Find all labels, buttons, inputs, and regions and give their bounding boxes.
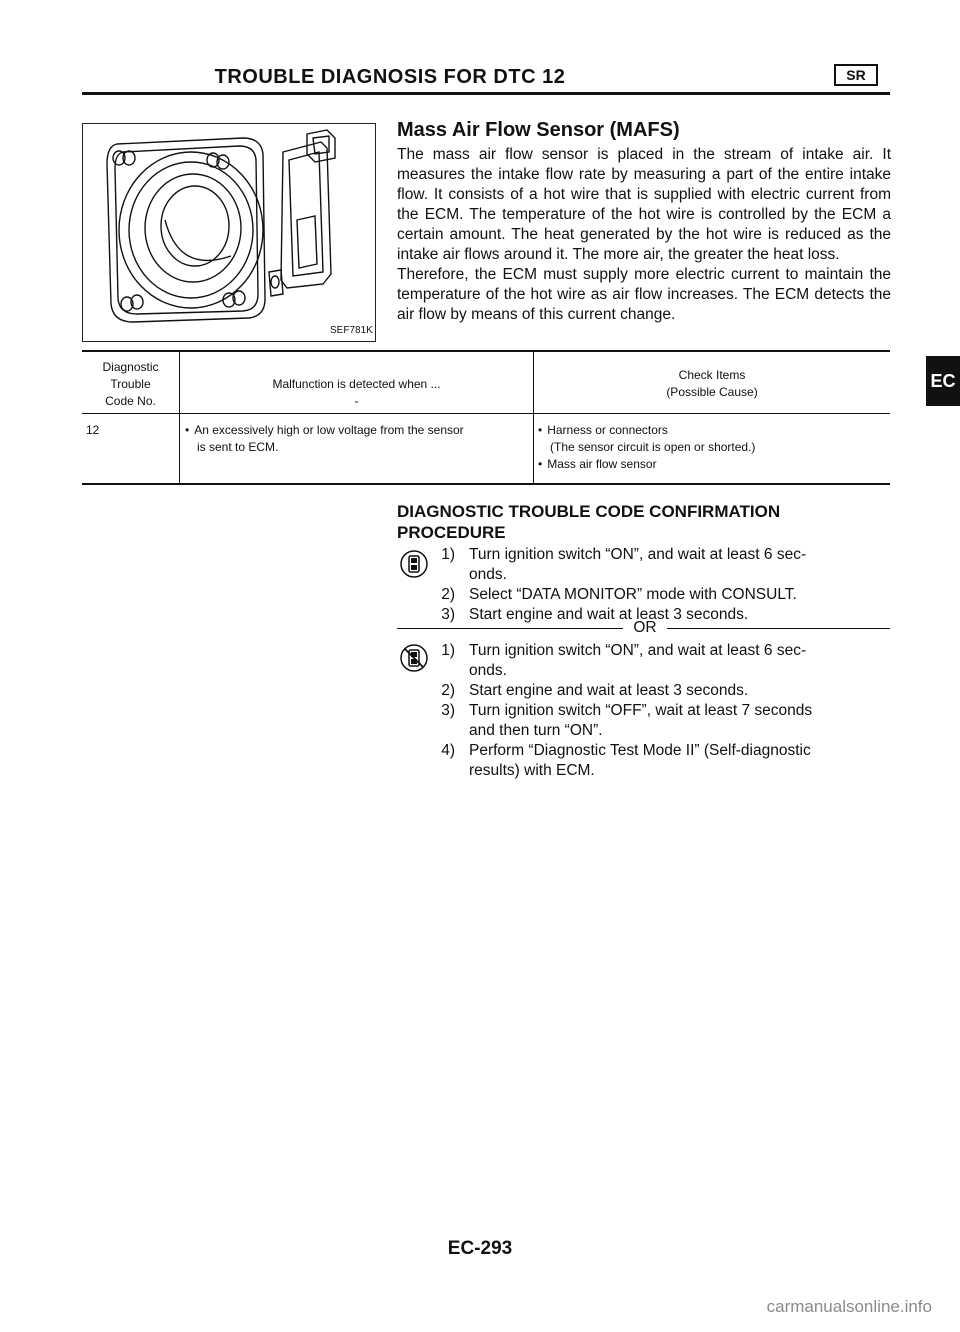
- procedure-title: [397, 501, 780, 543]
- step-text: onds.: [469, 662, 507, 679]
- header-code-no: [82, 359, 179, 410]
- header-malfunction-text: Malfunction is detected when ...: [272, 377, 441, 391]
- step-text: and then turn “ON”.: [469, 722, 603, 739]
- cell-check-items: [538, 422, 886, 473]
- step-number: 2): [441, 586, 455, 603]
- page-title: TROUBLE DIAGNOSIS FOR DTC 12: [214, 66, 566, 88]
- or-rule-left: [397, 628, 623, 629]
- header-malfunction: [180, 376, 533, 410]
- step-number: 2): [441, 682, 455, 699]
- or-rule-right: [667, 628, 890, 629]
- watermark: carmanualsonline.info: [766, 1297, 932, 1316]
- cell-code: 12: [86, 423, 100, 437]
- header-code-line: Code No.: [105, 394, 156, 408]
- header-code-line: Trouble: [110, 377, 151, 391]
- section-title: Mass Air Flow Sensor (MAFS): [397, 119, 680, 141]
- step-text: Turn ignition switch “ON”, and wait at least 6 sec-: [469, 642, 807, 659]
- table-bottom-rule: [82, 483, 890, 485]
- step-number: 1): [441, 642, 455, 659]
- procedure-title-line: PROCEDURE: [397, 523, 506, 542]
- procedure-title-line: DIAGNOSTIC TROUBLE CODE CONFIRMATION: [397, 502, 781, 521]
- table-header-rule: [82, 413, 890, 414]
- page-number: EC-293: [447, 1238, 513, 1259]
- no-tools-icon: [399, 643, 429, 678]
- step-text: Start engine and wait at least 3 seconds.: [469, 606, 749, 623]
- check-item: • Mass air flow sensor: [538, 456, 886, 473]
- step-text: Perform “Diagnostic Test Mode II” (Self-diagnostic: [469, 742, 811, 759]
- malfunction-line: • An excessively high or low voltage from the sensor: [185, 422, 530, 439]
- consult-tester-icon: [399, 549, 429, 584]
- or-label: OR: [633, 619, 657, 636]
- malfunction-line: is sent to ECM.: [197, 440, 279, 454]
- procedure-a: [433, 545, 890, 623]
- step-number: 3): [441, 606, 455, 623]
- step-text: onds.: [469, 566, 507, 583]
- procedure-b: [433, 641, 890, 781]
- or-separator: [397, 619, 890, 637]
- paragraph-2: Therefore, the ECM must supply more electric current to maintain the temperature of the hot wire as air flow increases. The ECM detects the air flow by means of this current change.: [397, 266, 891, 323]
- step-number: 1): [441, 546, 455, 563]
- table-divider: [179, 350, 180, 485]
- sr-badge: SR: [834, 64, 878, 86]
- ec-section-tab: EC: [926, 356, 960, 406]
- step-text: Turn ignition switch “ON”, and wait at least 6 sec-: [469, 546, 807, 563]
- check-item: • Harness or connectors: [538, 422, 886, 439]
- step-text: Turn ignition switch “OFF”, wait at least 7 seconds: [469, 702, 813, 719]
- step-text: results) with ECM.: [469, 762, 595, 779]
- paragraph-1: The mass air flow sensor is placed in the stream of intake air. It measures the intake flow rate by measuring a part of the entire intake flow. It consists of a hot wire that is supplied with electric current from the ECM. The temperature of the hot wire is controlled by the ECM a certain amount. The heat generated by the hot wire is reduced as the intake air flows around it. The more air, the greater the heat loss.: [397, 146, 891, 263]
- step-number: 3): [441, 702, 455, 719]
- check-item-note: (The sensor circuit is open or shorted.): [550, 440, 756, 454]
- step-text: Select “DATA MONITOR” mode with CONSULT.: [469, 586, 797, 603]
- header-check-line: (Possible Cause): [666, 385, 758, 399]
- header-code-line: Diagnostic: [102, 360, 159, 374]
- step-text: Start engine and wait at least 3 seconds.: [469, 682, 749, 699]
- header-check-items: [534, 367, 890, 401]
- section-body: [397, 145, 891, 325]
- header-check-line: Check Items: [678, 368, 746, 382]
- mass-air-flow-sensor-drawing: [83, 124, 375, 341]
- cell-malfunction: [185, 422, 530, 456]
- header-malfunction-mark: -: [354, 394, 359, 408]
- table-top-rule: [82, 350, 890, 352]
- step-number: 4): [441, 742, 455, 759]
- figure-code: SEF781K: [330, 325, 373, 336]
- figure-frame: [82, 123, 376, 342]
- header-rule: [82, 92, 890, 95]
